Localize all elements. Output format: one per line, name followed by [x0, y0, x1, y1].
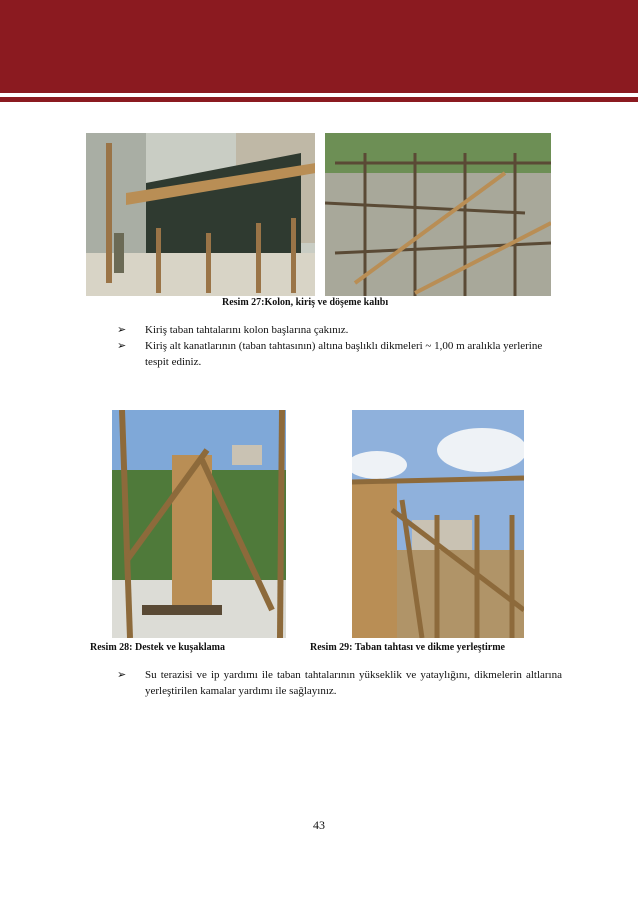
list-item	[117, 667, 562, 699]
list-item	[117, 338, 562, 370]
list-item-text: Kiriş taban tahtalarını kolon başlarına çakınız.	[145, 324, 349, 336]
figure-27-photo-right	[325, 133, 551, 296]
page-number: 43	[313, 818, 325, 832]
figure-28-photo	[112, 410, 286, 638]
figure-27-caption: Resim 27:Kolon, kiriş ve döşeme kalıbı	[222, 297, 389, 308]
bullet-arrow-icon: ➢	[117, 669, 127, 681]
list-item-text: Kiriş alt kanatlarının (taban tahtasının) altına başlıklı dikmeleri ~ 1,00 m aralıkla yerlerine tespit ediniz.	[145, 340, 543, 368]
figure-29-photo	[352, 410, 524, 638]
figure-28-caption: Resim 28: Destek ve kuşaklama	[90, 642, 225, 653]
figure-29-caption: Resim 29: Taban tahtası ve dikme yerleştirme	[310, 642, 505, 653]
header-rule	[0, 97, 638, 102]
bullet-arrow-icon: ➢	[117, 324, 127, 336]
bullet-arrow-icon: ➢	[117, 340, 127, 352]
list-item-text: Su terazisi ve ip yardımı ile taban tahtalarının yükseklik ve yataylığını, dikmelerin altlarına yerleştirilen kamalar yardımı ile sağlayınız.	[145, 669, 562, 697]
figure-27-photo-left	[86, 133, 315, 296]
list-item	[117, 322, 562, 338]
header-band	[0, 0, 638, 93]
